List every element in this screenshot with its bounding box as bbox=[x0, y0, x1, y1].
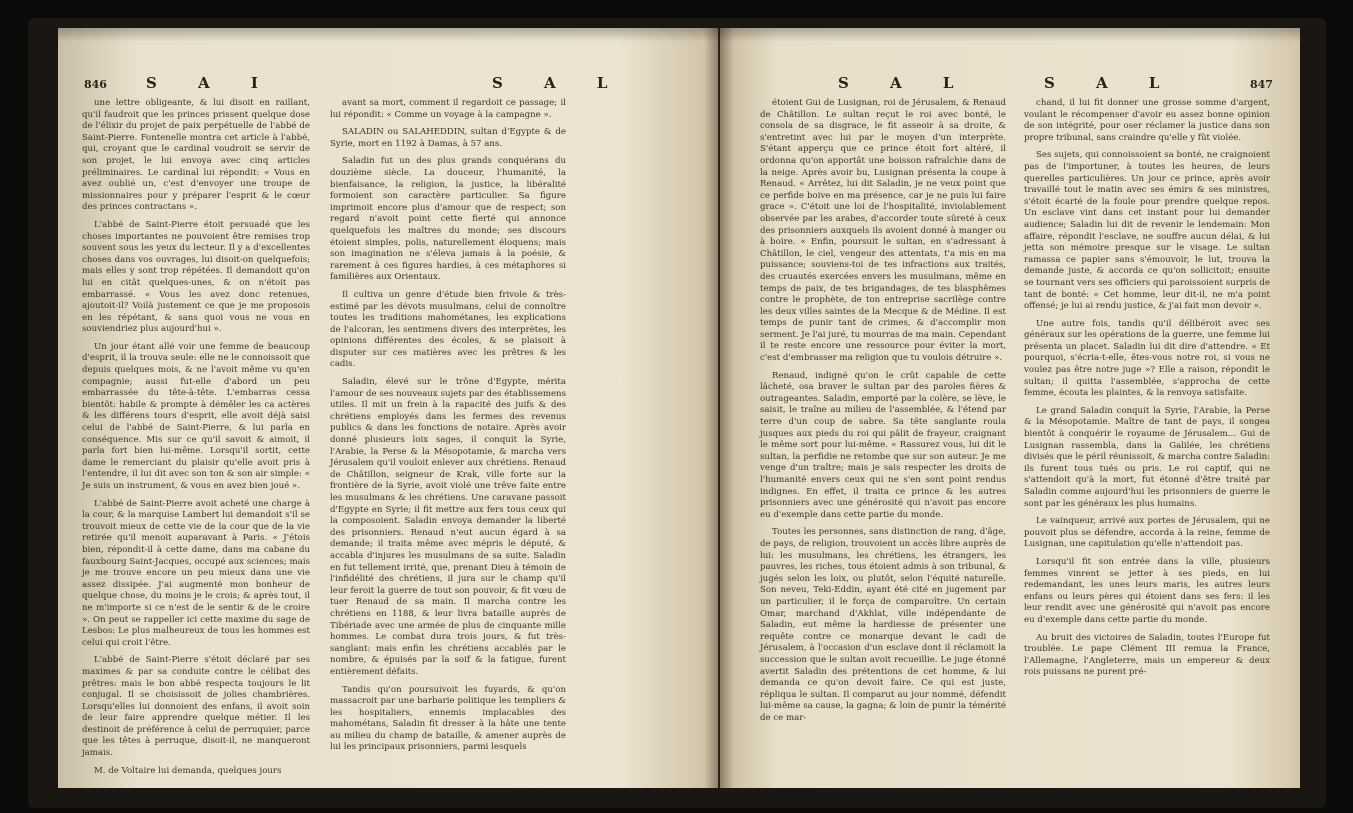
paragraph: Un jour étant allé voir une femme de beaucoup d'esprit, il la trouva seule: elle ne le connoissoit que depuis quelques mois, & ne l'avoit même vu qu'en compagnie; aussi fut-elle d'abord un peu embarrassée du tête-à-tête. L'embarras cessa bientôt: habile & prompte à démêler les ca actères & les différens tours d'esprit, elle avoit déjà saisi celui de l'abbé de Saint-Pierre, & lui parla en conséquence. Mis sur ce qu'il savoit & aimoit, il parla fort bien lui-même. Lorsqu'il sortit, cette dame le remerciant du plaisir qu'elle avoit pris à l'entendre, il lui dit avec son ton & son air simple: « Je suis un instrument, & vous en avez bien joué ». bbox=[82, 341, 310, 491]
paragraph: L'abbé de Saint-Pierre s'étoit déclaré par ses maximes & par sa conduite contre le célibat des prêtres: mais le bon abbé respecta toujours le lit conjugal. Il se choisissoit de jolies chambrières. Lorsqu'elles lui donnoient des enfans, il avoit soin de leur faire apprendre quelque métier. Il les destinoit de préférence à celui de perruquier, parce que les têtes à perruque, disoit-il, ne manqueront jamais. bbox=[82, 655, 310, 759]
left-page bbox=[58, 28, 718, 788]
page-top-shadow bbox=[58, 28, 1300, 42]
paragraph: une lettre obligeante, & lui disoit en raillant, qu'il faudroit que les princes prissent quelque dose de l'élixir du projet de paix perpétuelle de l'abbé de Saint-Pierre. Fontenelle montra cet article à l'abbé, qui, croyant que le cardinal voudroit se servir de son projet, le lui envoya avec cinq articles préliminaires. Le cardinal lui répondit: « Vous en avez oublié un, c'est d'envoyer une troupe de missionnaires pour y préparer l'esprit & le cœur des princes contractans ». bbox=[82, 98, 310, 213]
article-heading: SALADIN ou SALAHEDDIN, sultan d'Egypte & de Syrie, mort en 1192 à Damas, à 57 ans. bbox=[330, 127, 566, 149]
left-running-header-b: S A L bbox=[492, 74, 626, 92]
left-column-1 bbox=[82, 98, 310, 783]
paragraph: avant sa mort, comment il regardoit ce passage; il lui répondit: « Comme un voyage à la campagne ». bbox=[330, 98, 566, 120]
right-page-number: 847 bbox=[1250, 78, 1273, 91]
paragraph: Il cultiva un genre d'étude bien frivole & très-estimé par les dévots musulmans, celui de connoître toutes les traditions mahométanes, les explications de l'alcoran, les sentimens divers des interprètes, les opinions différentes des écoles, & se plaisoit à disputer sur ces matières avec les prêtres & les cadis. bbox=[330, 289, 566, 370]
paragraph: Tandis qu'on poursuivoit les fuyards, & qu'on massacroit par une barbarie politique les templiers & les hospitaliers, ennemis implacables des mahométans, Saladin fit dresser à la hâte une tente au milieu du champ de bataille, & amener auprès de lui les principaux prisonniers, parmi lesquels bbox=[330, 684, 566, 753]
paragraph: M. de Voltaire lui demanda, quelques jours bbox=[94, 765, 282, 776]
paragraph: Toutes les personnes, sans distinction de rang, d'âge, de pays, de religion, trouvoient un accès libre auprès de lui: les musulmans, les chrétiens, les étrangers, les pauvres, les riches, tous étoient admis à son tribunal, & jugés selon les loix, ou plutôt, selon l'équité naturelle. Son neveu, Teki-Eddin, ayant été cité en jugement par un particulier, il le força de comparoître. Un certain Omar, marchand d'Akhlat, ville indépendante de Saladin, eut même la hardiesse de présenter une requête contre ce monarque devant le cadi de Jérusalem, à l'occasion d'un esclave dont il réclamoit la succession que le sultan avoit recueillie. Le juge étonné avertit Saladin des prétentions de cet homme, & lui demanda ce qu'on devoit faire. Ce qui est juste, répliqua le sultan. Il comparut au jour nommé, défendit lui-même sa cause, la gagna; & loin de punir la témérité de ce mar- bbox=[760, 527, 1006, 723]
paragraph: Lorsqu'il fit son entrée dans la ville, plusieurs femmes vinrent se jetter à ses pieds, en lui redemandant, les unes leurs maris, les autres leurs enfans ou leurs pères qui étoient dans ses fers: il les leur rendit avec une générosité qui n'avoit pas encore eu d'exemple dans cette partie du monde. bbox=[1024, 556, 1270, 625]
paragraph: Saladin fut un des plus grands conquérans du douzième siècle. La douceur, l'humanité, la bienfaisance, la religion, la justice, la libéralité formoient son caractère particulier. Sa figure imprimoit encore plus d'amour que de respect; son regard n'avoit point cette fierté qui annonce quelquefois les maîtres du monde; ses discours étoient simples, polis, naturellement éloquens; mais son imagination ne s'éleva jamais à la poésie, & rarement à ces figures hardies, à ces métaphores si familières aux Orientaux. bbox=[330, 156, 566, 283]
left-running-header-a: S A I bbox=[146, 74, 276, 92]
right-column-1 bbox=[760, 98, 1006, 730]
paragraph: Le vainqueur, arrivé aux portes de Jérusalem, qui ne pouvoit plus se défendre, accorda à la reine, femme de Lusignan, une capitulation qu'elle n'attendoit pas. bbox=[1024, 516, 1270, 550]
left-column-2 bbox=[330, 98, 566, 760]
paragraph: Au bruit des victoires de Saladin, toutes l'Europe fut troublée. Le pape Clément III remua la France, l'Allemagne, l'Angleterre, mais un empereur & deux rois puissans ne purent pré- bbox=[1024, 632, 1270, 678]
right-running-header-a: S A L bbox=[838, 74, 972, 92]
paragraph: Le grand Saladin conquit la Syrie, l'Arabie, la Perse & la Mésopotamie. Maître de tant de pays, il songea bientôt à conquérir le royaume de Jérusalem... Gui de Lusignan rassembla, dans la Galilée, les chrétiens divisés que le péril réunissoit, & marcha contre Saladin: ils furent tous tués ou pris. Le roi captif, qui ne s'attendoit qu'à la mort, fut étonné d'être traité par Saladin comme aujourd'hui les prisonniers de guerre le sont par les généraux les plus humains. bbox=[1024, 405, 1270, 509]
paragraph: étoient Gui de Lusignan, roi de Jérusalem, & Renaud de Châtillon. Le sultan reçut le roi avec bonté, le consola de sa disgrace, le fit asseoir à sa droite, & s'entretint avec lui par le moyen d'un interprète. S'étant apperçu que ce prince étoit fort altéré, il ordonna qu'on apportât une boisson rafraîchie dans de la neige. Après avoir bu, Lusignan présenta la coupe à Renaud. « Arrêtez, lui dit Saladin, je ne veux point que ce perfide boive en ma présence, car je ne puis lui faire grace ». C'étoit une loi de l'hospitalité, inviolablement observée par les arabes, d'accorder toute sûreté à ceux des prisonniers auxquels ils avoient donné à manger ou à boire. « Enfin, poursuit le sultan, en s'adressant à Châtillon, le ciel, vengeur des attentats, t'a mis en ma puissance; souviens-toi de tes infractions aux traités, des cruautés exercées envers les musulmans, même en temps de paix, de tes brigandages, de tes blasphêmes contre le prophète, de ton entreprise sacrilège contre les deux villes saintes de la Mecque & de Médine. Il est temps de punir tant de crimes, & d'accomplir mon serment. Je l'ai juré, tu mourras de ma main. Cependant il te reste encore une ressource pour éviter la mort, c'est d'embrasser ma religion que tu voulois détruire ». bbox=[760, 98, 1006, 364]
paragraph: chand, il lui fit donner une grosse somme d'argent, voulant le récompenser d'avoir eu assez bonne opinion de son intégrité, pour oser réclamer la justice dans son propre tribunal, sans craindre qu'elle y fût violée. bbox=[1024, 98, 1270, 143]
paragraph: L'abbé de Saint-Pierre étoit persuadé que les choses importantes ne pouvoient être remises trop souvent sous les yeux du lecteur. Il y a d'excellentes choses dans vos ouvrages, lui disoit-on quelquefois; mais elles y sont trop répétées. Il demandoit qu'on lui en citât quelques-unes, & on n'étoit pas embarrassé. « Vous les avez donc retenues, ajoutoit-il? Voilà justement ce que je me proposois en les répétant, & sans quoi vous ne vous en souviendriez plus aujourd'hui ». bbox=[82, 219, 310, 335]
paragraph: Ses sujets, qui connoissoient sa bonté, ne craignoient pas de l'importuner, à toutes les heures, de leurs querelles particulières. Un jour ce prince, après avoir travaillé tout le matin avec ses émirs & ses ministres, s'étoit écarté de la foule pour prendre quelque repos. Un esclave vint dans cet instant pour lui demander audience; Saladin lui dit de revenir le lendemain: Mon affaire, répondit l'esclave, ne souffre aucun délai, & lui jetta son mémoire presque sur le visage. Le sultan ramassa ce papier sans s'émouvoir, le lut, trouva la demande juste, & accorda ce qu'on sollicitoit; ensuite se tournant vers ses officiers qui paroissoient surpris de tant de bonté: « Cet homme, leur dit-il, ne m'a point offensé; je lui ai rendu justice, & j'ai fait mon devoir ». bbox=[1024, 150, 1270, 312]
paragraph: Saladin, élevé sur le trône d'Egypte, mérita l'amour de ses nouveaux sujets par des établissemens utiles. Il mit un frein à la rapacité des juifs & des chrétiens employés dans les fermes des revenus publics & dans les fonctions de notaire. Après avoir donné plusieurs loix sages, il conquit la Syrie, l'Arabie, la Perse & la Mésopotamie, & marcha vers Jérusalem qu'il vouloit enlever aux chrétiens. Renaud de Châtillon, seigneur de Krak, ville forte sur la frontière de la Syrie, avoit violé une trêve faite entre les musulmans & les chrétiens. Une caravane passoit d'Egypte en Syrie; il fit mettre aux fers tous ceux qui la composoient. Saladin envoya demander la liberté des prisonniers. Renaud n'eut aucun égard à sa demande; il traita même avec mépris le député, & accabla d'injures les musulmans de sa suite. Saladin en fut tellement irrité, que, prenant Dieu à témoin de l'infidélité des chrétiens, il jura sur le champ qu'il leur feroit la guerre de tout son pouvoir, & fit vœu de tuer Renaud de sa main. Il marcha contre les chrétiens en 1188, & leur livra bataille auprès de Tibériade avec une armée de plus de cinquante mille hommes. Le combat dura trois jours, & fut très-sanglant: mais enfin les chrétiens accablés par le nombre, & épuisés par la soif & la fatigue, furent entièrement défaits. bbox=[330, 377, 566, 677]
right-page bbox=[720, 28, 1300, 788]
paragraph: Une autre fois, tandis qu'il délibéroit avec ses généraux sur les opérations de la guerre, une femme lui présenta un placet. Saladin lui dit dire d'attendre. « Et pourquoi, s'écria-t-elle, êtes-vous notre roi, si vous ne voulez pas être notre juge »? Elle a raison, répondit le sultan; il quitta l'assemblée, s'approcha de cette femme, écouta les plaintes, & la renvoya satisfaite. bbox=[1024, 318, 1270, 399]
paragraph: Renaud, indigné qu'on le crût capable de cette lâcheté, osa braver le sultan par des paroles fières & outrageantes. Saladin, emporté par la colère, se lève, le saisit, le traîne au milieu de l'assemblée, & l'étend par terre d'un coup de sabre. Sa tête sanglante roula jusques aux pieds du roi qui pâlit de frayeur, craignant le même sort pour lui-même. « Rassurez vous, lui dit le sultan, la perfidie ne retombe que sur son auteur. Je me venge d'un traître; mais je sais respecter les droits de l'humanité envers ceux qui ne s'en sont point rendus indignes. En effet, il traita ce prince & les autres prisonniers avec une générosité qui n'avoit pas encore eu d'exemple dans cette partie du monde. bbox=[760, 370, 1006, 520]
left-page-number: 846 bbox=[84, 78, 107, 91]
right-running-header-b: S A L bbox=[1044, 74, 1178, 92]
paragraph: L'abbé de Saint-Pierre avoit acheté une charge à la cour, & la marquise Lambert lui demandoit s'il se trouvoit mieux de cette vie de la cour que de la vie retirée qu'il menoit auparavant à Paris. « J'étois bien, répondit-il à cette dame, dans ma cabane du fauxbourg Saint-Jacques, occupé aux sciences; mais je me trouve encore un peu mieux dans une vie assez dissipée. J'ai augmenté mon bonheur de quelque chose, du moins je le crois; & après tout, il ne m'importe si ce n'est de le sentir & de le croire ». On peut se rappeller ici cette maxime du sage de Lesbos: Le plus malheureux de tous les hommes est celui qui croit l'être. bbox=[82, 498, 310, 648]
book-spine-shadow bbox=[704, 28, 734, 788]
right-column-2 bbox=[1024, 98, 1270, 685]
